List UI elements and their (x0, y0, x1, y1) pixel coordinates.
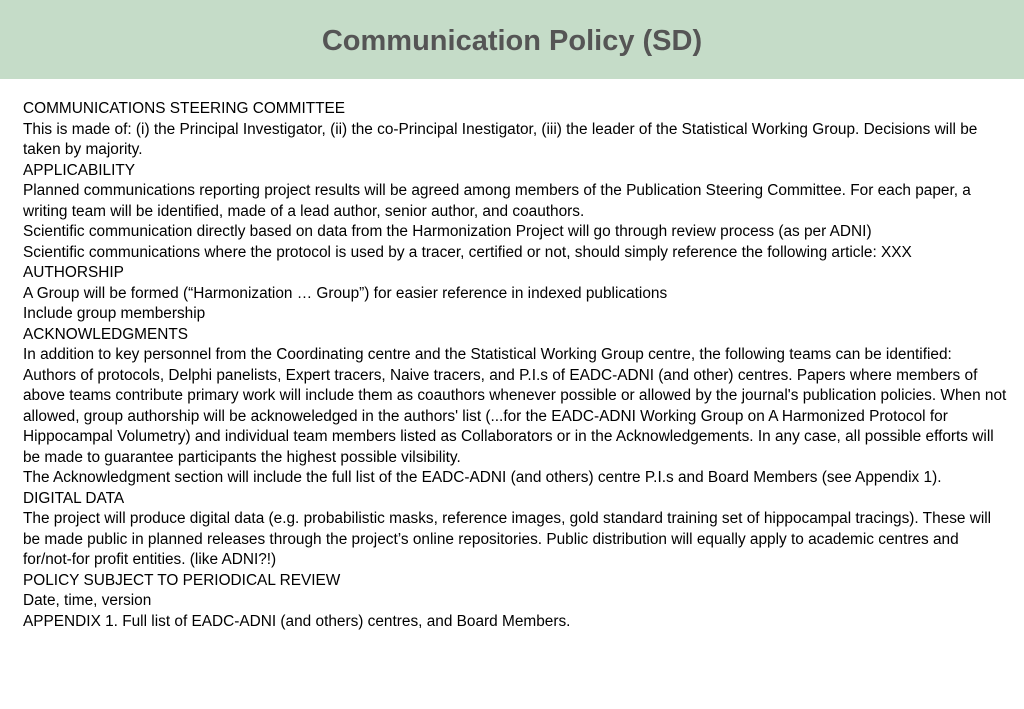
planned-communications-text: Planned communications reporting project results will be agreed among members of the Publication Steering Committee. For each paper, a writing team will be identified, made of a lead author, senior author, and coauthors. (23, 182, 971, 220)
digital-data-text: The project will produce digital data (e.g. probabilistic masks, reference images, gold standard training set of hippocampal tracings). These will be made public in planned releases through the project’s online repositories. Public distribution will equally apply to academic centres and for/not-for profit entities. (like ADNI?!) (23, 510, 992, 568)
heading-policy-review: POLICY SUBJECT TO PERIODICAL REVIEW (23, 571, 341, 589)
date-time-version-text: Date, time, version (23, 592, 152, 609)
heading-digital-data: DIGITAL DATA (23, 489, 125, 507)
slide-header (0, 0, 1024, 79)
committee-composition-text: This is made of: (i) the Principal Investigator, (ii) the co-Principal Inestigator, (iii) the leader of the Statistical Working Group. Decisions will be taken by majority. (23, 120, 978, 158)
heading-applicability: APPLICABILITY (23, 161, 136, 179)
appendix-text: APPENDIX 1. Full list of EADC-ADNI (and others) centres, and Board Members. (23, 612, 571, 630)
slide-body (23, 99, 1008, 632)
acknowledgment-section-text: The Acknowledgment section will include the full list of the EADC-ADNI (and others) centre P.I.s and Board Members (see Appendix 1). (23, 469, 942, 486)
group-formation-text: A Group will be formed (“Harmonization … Group”) for easier reference in indexed publications (23, 284, 668, 302)
protocol-reference-text: Scientific communications where the protocol is used by a tracer, certified or not, should simply reference the following article: XXX (23, 243, 912, 261)
slide-title: Communication Policy (SD) (321, 25, 703, 57)
heading-authorship: AUTHORSHIP (23, 264, 124, 281)
heading-communications-steering-committee: COMMUNICATIONS STEERING COMMITTEE (23, 100, 346, 117)
scientific-communication-review-text: Scientific communication directly based on data from the Harmonization Project will go through review process (as per ADNI) (23, 223, 872, 240)
acknowledgments-teams-text: In addition to key personnel from the Coordinating centre and the Statistical Working Group centre, the following teams can be identified: Authors of protocols, Delphi panelists, Expert tracers, Naive tracers, and P.I.s of EADC-ADNI (and other) centres. Papers where members of above teams contribute primary work will include them as coauthors whenever possible or allowed by the journal's publication policies. When not allowed, group authorship will be acknoweledged in the authors' list (...for the EADC-ADNI Working Group on A Harmonized Protocol for Hippocampal Volumetry) and individual team members listed as Collaborators or in the Acknowledgements. In any case, all possible efforts will be made to guarantee participants the highest possible vilsibility. (23, 346, 1007, 466)
group-membership-text: Include group membership (23, 305, 206, 322)
heading-acknowledgments: ACKNOWLEDGMENTS (23, 325, 189, 343)
